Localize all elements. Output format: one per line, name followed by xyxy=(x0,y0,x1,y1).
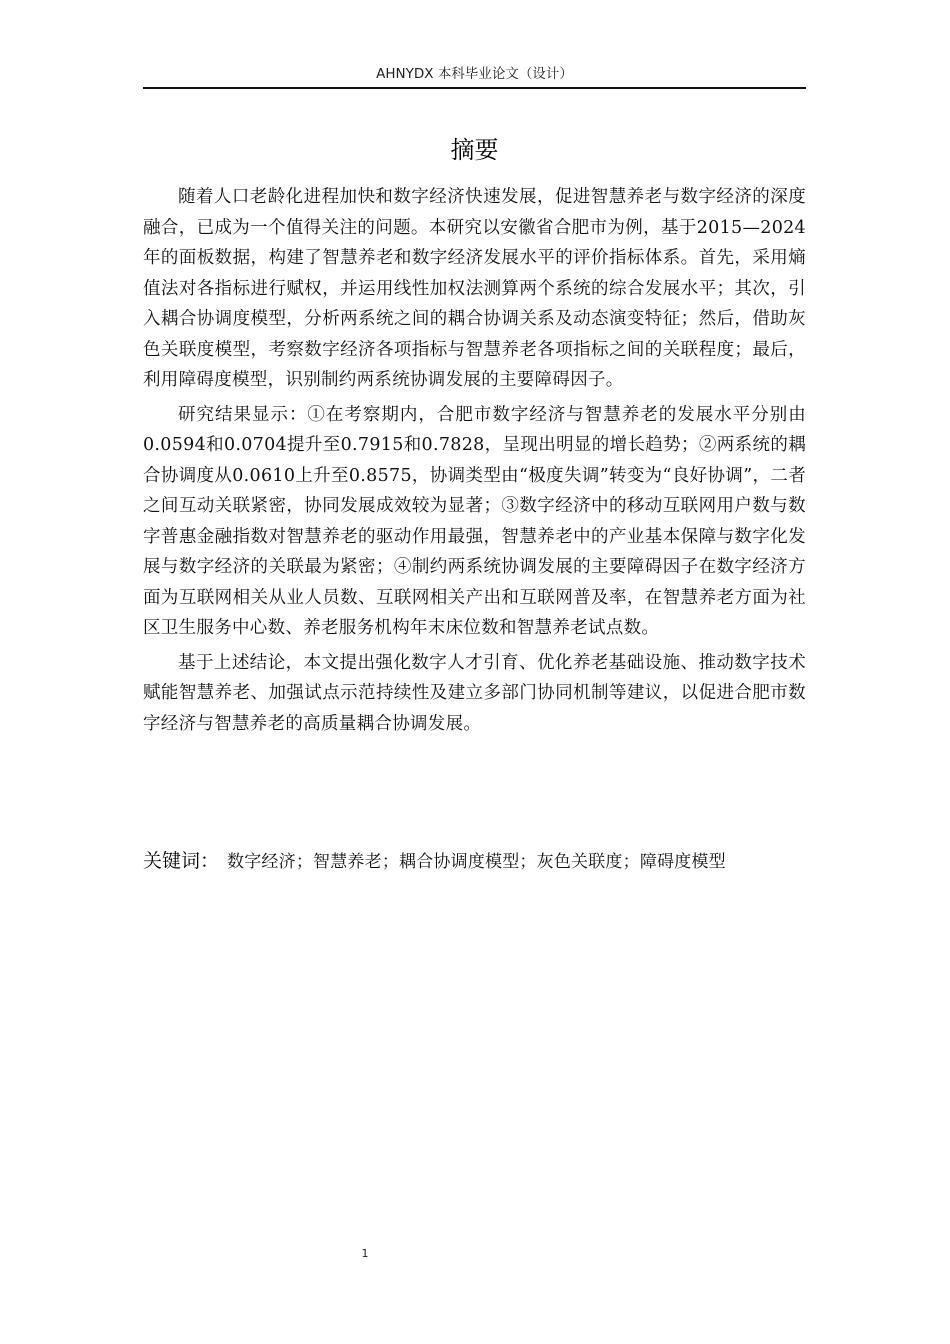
abstract-title: 摘要 xyxy=(450,136,499,164)
keywords-line xyxy=(143,845,806,878)
header-divider xyxy=(143,87,806,89)
page-number: 1 xyxy=(361,1247,369,1260)
keywords-list: 数字经济；智慧养老；耦合协调度模型；灰色关联度；障碍度模型 xyxy=(227,852,726,872)
abstract-paragraph-3: 基于上述结论，本文提出强化数字人才引育、优化养老基础设施、推动数字技术赋能智慧养老、加强试点示范持续性及建立多部门协同机制等建议，以促进合肥市数字经济与智慧养老的高质量耦合协调发展。 xyxy=(143,652,806,734)
abstract-paragraph-1: 随着人口老龄化进程加快和数字经济快速发展，促进智慧养老与数字经济的深度融合，已成为一个值得关注的问题。本研究以安徽省合肥市为例，基于2015—2024年的面板数据，构建了智慧养老和数字经济发展水平的评价指标体系。首先，采用熵值法对各指标进行赋权，并运用线性加权法测算两个系统的综合发展水平；其次，引入耦合协调度模型，分析两系统之间的耦合协调关系及动态演变特征；然后，借助灰色关联度模型，考察数字经济各项指标与智慧养老各项指标之间的关联程度；最后，利用障碍度模型，识别制约两系统协调发展的主要障碍因子。 xyxy=(143,187,806,390)
abstract-body xyxy=(143,182,806,743)
keywords-label: 关键词： xyxy=(143,850,220,872)
abstract-paragraph-2: 研究结果显示：①在考察期内，合肥市数字经济与智慧养老的发展水平分别由0.0594和0.0704提升至0.7915和0.7828，呈现出明显的增长趋势；②两系统的耦合协调度从0.0610上升至0.8575，协调类型由“极度失调”转变为“良好协调”，二者之间互动关联紧密，协同发展成效较为显著；③数字经济中的移动互联网用户数与数字普惠金融指数对智慧养老的驱动作用最强，智慧养老中的产业基本保障与数字化发展与数字经济的关联最为紧密；④制约两系统协调发展的主要障碍因子在数字经济方面为互联网相关从业人员数、互联网相关产出和互联网普及率，在智慧养老方面为社区卫生服务中心数、养老服务机构年末床位数和智慧养老试点数。 xyxy=(143,404,806,638)
page-header-title: AHNYDX 本科毕业论文（设计） xyxy=(376,66,573,82)
